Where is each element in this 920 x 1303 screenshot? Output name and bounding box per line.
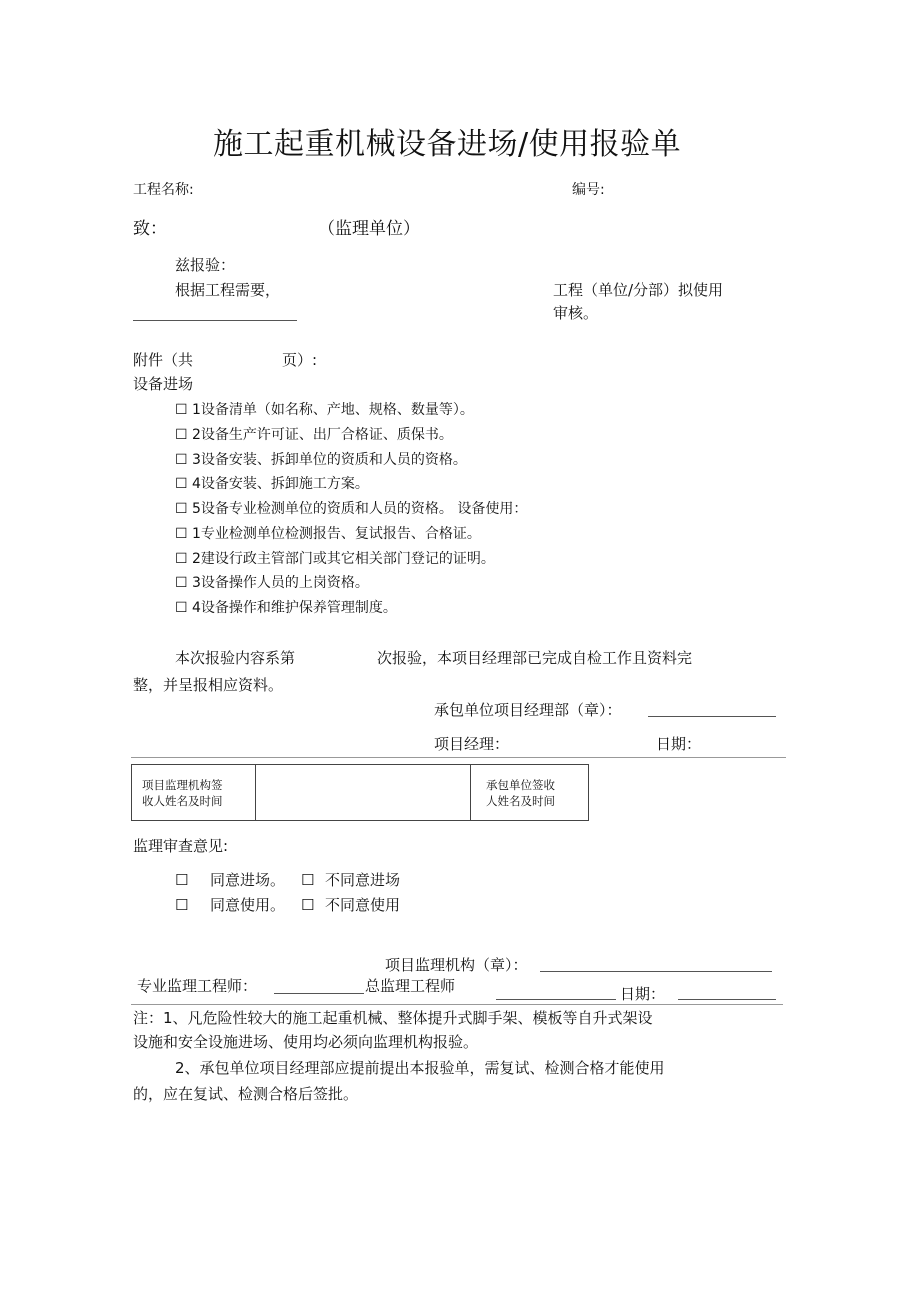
attachment-item[interactable]: ☐ 5设备专业检测单位的资质和人员的资格。 设备使用： xyxy=(175,501,528,517)
number-label: 编号: xyxy=(572,182,605,198)
checkbox-disagree-entry[interactable]: ☐ xyxy=(301,871,315,889)
equipment-blank-line xyxy=(133,320,297,321)
disagree-entry-label: 不同意进场 xyxy=(325,871,401,889)
contractor-dept-label: 承包单位项目经理部（章）： xyxy=(434,701,622,719)
specialist-engineer-label: 专业监理工程师： xyxy=(137,977,258,995)
contractor-receipt-label: 承包单位签收 人姓名及时间 xyxy=(471,765,589,821)
form-title: 施工起重机械设备进场/使用报验单 xyxy=(213,127,682,162)
supervision-date-line xyxy=(678,999,776,1000)
contractor-date-label: 日期： xyxy=(656,735,702,753)
attachment-label-suffix: 页）: xyxy=(282,351,318,369)
attachment-item[interactable]: ☐ 4设备操作和维护保养管理制度。 xyxy=(175,600,397,616)
attachment-item[interactable]: ☐ 3设备操作人员的上岗资格。 xyxy=(175,575,369,591)
attachment-item[interactable]: ☐ 3设备安装、拆卸单位的资质和人员的资格。 xyxy=(175,452,467,468)
attachment-item[interactable]: ☐ 4设备安装、拆卸施工方案。 xyxy=(175,476,369,492)
agree-use-label: 同意使用。 xyxy=(210,896,286,914)
statement-line1-a: 本次报验内容系第 xyxy=(175,649,296,667)
checkbox-disagree-use[interactable]: ☐ xyxy=(301,896,315,914)
review-text: 审核。 xyxy=(553,304,599,322)
supervision-org-label: 项目监理机构（章）： xyxy=(385,956,528,974)
supervisor-receipt-field[interactable] xyxy=(256,765,471,821)
specialist-engineer-line xyxy=(274,993,364,994)
notes-divider xyxy=(131,1004,783,1005)
need-text: 根据工程需要， xyxy=(175,281,281,299)
checkbox-agree-use[interactable]: ☐ xyxy=(175,896,189,914)
agree-entry-label: 同意进场。 xyxy=(210,871,286,889)
note-1-line-a: 注：1、凡危险性较大的施工起重机械、整体提升式脚手架、模板等自升式架设 xyxy=(133,1009,653,1027)
checkbox-agree-entry[interactable]: ☐ xyxy=(175,871,189,889)
chief-engineer-label: 总监理工程师 xyxy=(365,977,456,995)
supervision-unit-label: （监理单位） xyxy=(318,219,420,239)
statement-line1-b: 次报验，本项目经理部已完成自检工作且资料完 xyxy=(377,649,693,667)
statement-line2: 整，并呈报相应资料。 xyxy=(133,676,284,694)
supervision-seal-line xyxy=(540,971,772,972)
supervision-date-label: 日期： xyxy=(620,985,666,1003)
divider-line xyxy=(131,757,786,758)
note-2-line-b: 的，应在复试、检测合格后签批。 xyxy=(133,1085,359,1103)
attachment-item[interactable]: ☐ 2设备生产许可证、出厂合格证、质保书。 xyxy=(175,427,453,443)
disagree-use-label: 不同意使用 xyxy=(325,896,401,914)
project-manager-label: 项目经理： xyxy=(434,735,510,753)
signature-table xyxy=(131,764,589,821)
use-text: 工程（单位/分部）拟使用 xyxy=(553,281,724,299)
to-label: 致： xyxy=(133,219,167,239)
equipment-entry-heading: 设备进场 xyxy=(133,375,194,393)
contractor-seal-line xyxy=(648,716,776,717)
chief-engineer-line xyxy=(496,999,616,1000)
supervisor-receipt-label: 项目监理机构签 收人姓名及时间 xyxy=(132,765,256,821)
attachment-item[interactable]: ☐ 1专业检测单位检测报告、复试报告、合格证。 xyxy=(175,526,481,542)
attachment-item[interactable]: ☐ 1设备清单（如名称、产地、规格、数量等）。 xyxy=(175,402,474,418)
note-1-line-b: 设施和安全设施进场、使用均必须向监理机构报验。 xyxy=(133,1033,479,1051)
attachment-item[interactable]: ☐ 2建设行政主管部门或其它相关部门登记的证明。 xyxy=(175,551,495,567)
report-intro: 兹报验： xyxy=(175,256,236,274)
review-label: 监理审查意见: xyxy=(133,837,229,855)
attachment-label-prefix: 附件（共 xyxy=(133,351,194,369)
note-2-line-a: 2、承包单位项目经理部应提前提出本报验单，需复试、检测合格才能使用 xyxy=(175,1059,665,1077)
project-name-label: 工程名称: xyxy=(133,182,194,198)
